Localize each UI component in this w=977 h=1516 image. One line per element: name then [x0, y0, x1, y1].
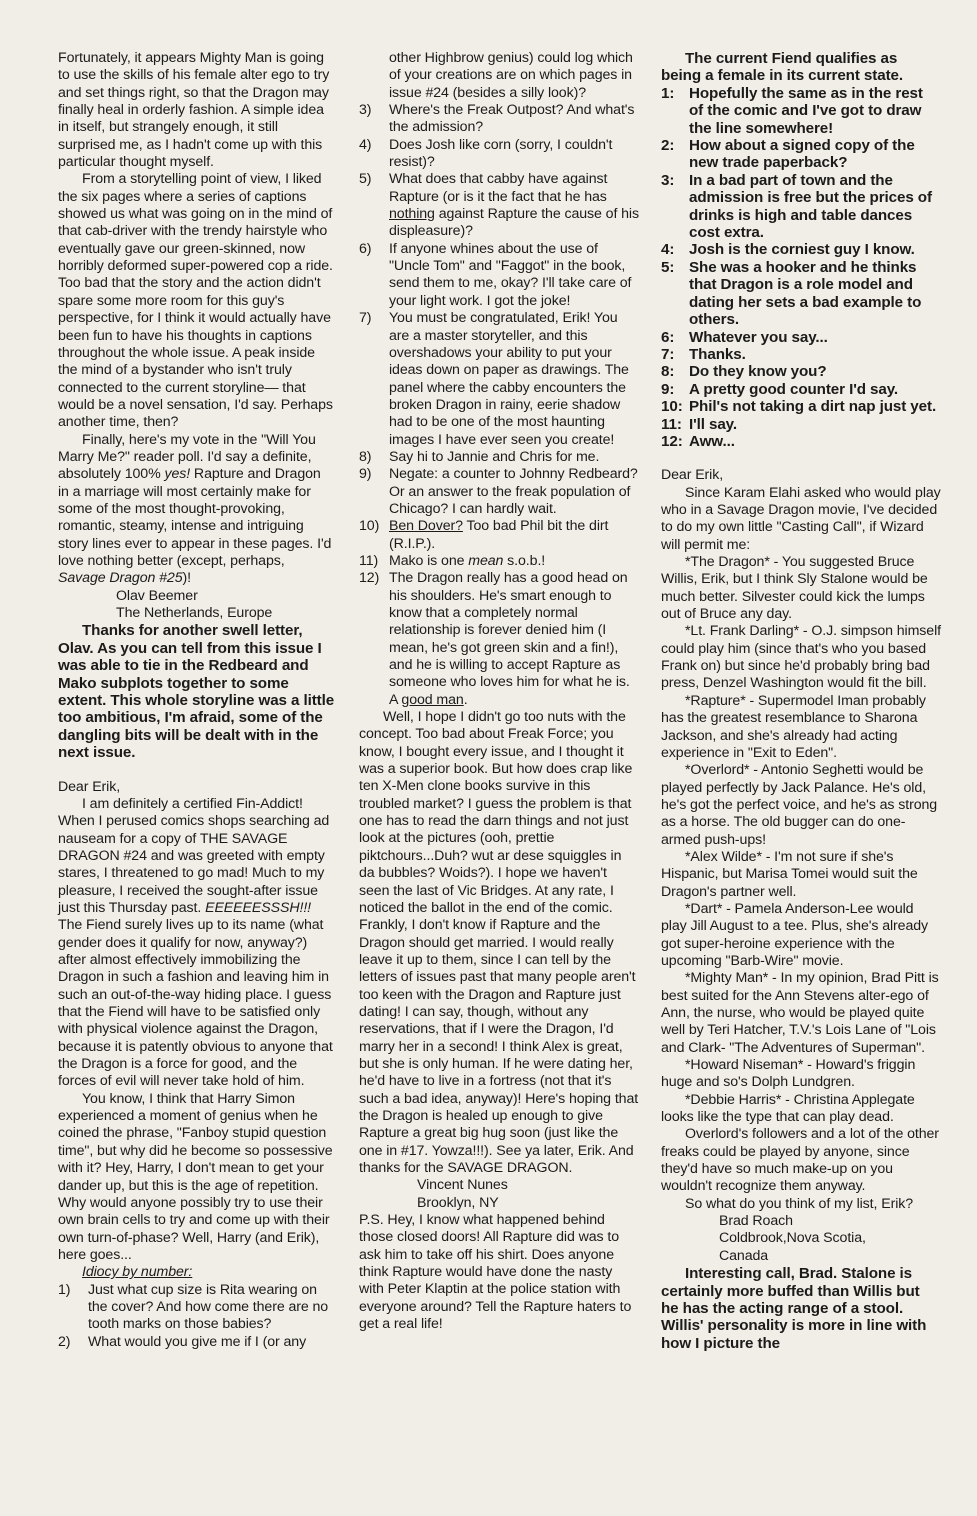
list-item — [359, 518, 639, 553]
answer-item — [661, 259, 941, 329]
answer-text: Whatever you say... — [689, 328, 828, 346]
list-item — [359, 449, 639, 466]
letter-paragraph: *Rapture* - Supermodel Iman probably has the greatest resemblance to Sharona Jackson, and she's already had acting experience in "Exit to Eden". — [661, 692, 926, 761]
text-run: Too bad Phil bit the dirt (R.I.P.). — [389, 518, 609, 552]
text-run: What does that cabby have against Rapture (or is it the fact that he has — [389, 171, 608, 205]
signature-place: Canada — [719, 1247, 769, 1264]
answer-text: How about a signed copy of the new trade paperback? — [689, 137, 915, 172]
letter-paragraph — [58, 796, 335, 1091]
text-run: yes! — [164, 466, 191, 483]
list-number: 4) — [359, 136, 372, 153]
letter-paragraph: So what do you think of my list, Erik? — [685, 1195, 914, 1212]
postscript: P.S. Hey, I know what happened behind those closed doors! All Rapture did was to ask him to take off his shirt. Does anyone think Rapture would have done the nasty with Peter Klaptin at the police station with everyone around? Tell the Rapture haters to get a real life! — [359, 1212, 632, 1333]
editor-reply: Thanks for another swell letter, Olav. As you can tell from this issue I was able to tie in the Redbeard and Mako subplots together to some extent. This whole storyline was a little too ambitious, I'm afraid, some of the dangling bits will be dealt with in the next issue. — [58, 622, 335, 762]
list-item — [359, 310, 639, 449]
answer-number: 6: — [661, 328, 675, 346]
answer-item — [661, 346, 941, 363]
list-text: Just what cup size is Rita wearing on the cover? And how come there are no tooth marks on those babies? — [88, 1281, 329, 1333]
letter-paragraph: Fortunately, it appears Mighty Man is going to use the skills of his female alter ego to try and set things right, so that the Dragon may finally heal in orderly fashion. A simple idea in itself, but strangely enough, it still surprised me, as I hadn't come up with this particular thought myself. — [58, 50, 330, 171]
list-item — [359, 102, 639, 137]
answer-text: I'll say. — [689, 415, 738, 433]
answer-item — [661, 363, 941, 380]
list-text — [389, 553, 639, 570]
answer-item — [661, 241, 941, 258]
text-run: good man — [401, 691, 464, 708]
answer-number: 7: — [661, 345, 675, 363]
answer-number: 11: — [661, 415, 682, 433]
list-number: 6) — [359, 240, 372, 257]
editor-reply: Interesting call, Brad. Stalone is certainly more buffed than Willis but he has the acting range of a stool. Willis' personality is more in line with how I picture the — [661, 1265, 927, 1352]
text-run: . — [463, 691, 468, 708]
text-run: Ben Dover? — [389, 518, 463, 535]
list-text: You must be congratulated, Erik! You are a master storyteller, and this overshadows your ability to put your ideas down on paper as drawings. The panel where the cabby encounters the broken Dragon in rainy, eerie shadow had to be one of the most haunting images I have ever seen you create! — [389, 310, 629, 448]
text-run: Mako is one — [389, 552, 469, 569]
answer-text: Aww... — [689, 432, 735, 450]
answer-item — [661, 416, 941, 433]
list-number: 5) — [359, 171, 372, 188]
answer-number: 5: — [661, 258, 675, 276]
column-2 — [359, 50, 639, 1333]
letter-paragraph: *Overlord* - Antonio Seghetti would be played perfectly by Jack Palance. He's old, he's got the perfect voice, and he's as strong as a horse. The old bugger can do one-armed push-ups! — [661, 762, 938, 848]
letter-paragraph: *Debbie Harris* - Christina Applegate looks like the type that can play dead. — [661, 1091, 915, 1126]
answer-text: Thanks. — [689, 345, 746, 363]
list-number: 10) — [359, 518, 380, 535]
text-run: Rapture and Dragon in a marriage will most certainly make for some of the most thought-provoking, romantic, steamy, intense and intriguing story lines ever to appear in these pages. I'd love nothing better (except, perhaps, — [58, 466, 332, 569]
editor-reply: The current Fiend qualifies as being a female in its current state. — [661, 50, 904, 85]
list-text — [389, 171, 639, 240]
answer-text: Josh is the corniest guy I know. — [689, 241, 915, 259]
text-run: s.o.b.! — [503, 552, 546, 569]
signature-name: Olav Beemer — [116, 587, 198, 604]
answer-number: 4: — [661, 241, 675, 259]
letter-paragraph: *The Dragon* - You suggested Bruce Willis, Erik, but I think Sly Stalone would be much better. Silvester could kick the lumps out of Bruce any day. — [661, 554, 928, 623]
answer-number: 1: — [661, 84, 675, 102]
list-item — [359, 553, 639, 570]
list-text: other Highbrow genius) could log which of your creations are on which pages in issue #24 (besides a silly look)? — [389, 50, 633, 101]
answer-text: A pretty good counter I'd say. — [689, 380, 899, 398]
answer-item — [661, 85, 941, 137]
list-text: Where's the Freak Outpost? And what's the admission? — [389, 102, 635, 136]
answer-text: Phil's not taking a dirt nap just yet. — [689, 398, 937, 416]
text-run: against Rapture the cause of his displeasure)? — [389, 206, 639, 240]
answer-number: 2: — [661, 137, 675, 155]
answer-number: 10: — [661, 398, 683, 416]
list-item — [359, 241, 639, 310]
column-3 — [661, 50, 941, 1352]
answer-item — [661, 433, 941, 450]
list-heading: Idiocy by number: — [82, 1264, 193, 1281]
list-item — [359, 171, 639, 240]
list-number: 2) — [58, 1333, 71, 1350]
answer-number: 8: — [661, 363, 675, 381]
list-text: What would you give me if I (or any — [88, 1333, 307, 1350]
list-number: 9) — [359, 466, 372, 483]
list-text: Say hi to Jannie and Chris for me. — [389, 448, 600, 465]
letter-paragraph: You know, I think that Harry Simon experienced a moment of genius when he coined the phrase, "Fanboy stupid question time", but why did he become so possessive with it? Hey, Harry, I don't mean to get your dander up, but this is the age of repetition. Why would anyone possibly try to use their own brain cells to try and come up with their own turn-of-phase? Well, Harry (and Erik), here goes... — [58, 1090, 333, 1263]
text-run: Savage Dragon #25 — [58, 570, 183, 587]
answer-item — [661, 398, 941, 415]
list-text — [389, 570, 639, 709]
letter-paragraph: Overlord's followers and a lot of the other freaks could be played by anyone, since they'd have so much make-up on you wouldn't recognize them anyway. — [661, 1126, 939, 1195]
salutation: Dear Erik, — [661, 467, 724, 484]
answer-text: In a bad part of town and the admission is free but the prices of drinks is high and table dances cost extra. — [689, 171, 932, 242]
letter-paragraph: *Mighty Man* - In my opinion, Brad Pitt is best suited for the Ann Stevens alter-ego of Ann, the nurse, who would be played quite well by Teri Hatcher, T.V.'s Lois Lane of "Lois and Clark- "The Adventures of Superman". — [661, 970, 939, 1056]
text-run: The Fiend surely lives up to its name (what gender does it qualify for now, anyway?) after almost effectively immobilizing the Dragon in such a fashion and leaving him in such an out-of-the-way hiding place. I guess that the Fiend will have to be satisfied only with physical violence against the Dragon, because it is patently obvious to anyone that the Dragon is a force for good, and the forces of evil will never take hold of him. — [58, 917, 333, 1090]
list-number: 1) — [58, 1281, 71, 1298]
signature-place: Brooklyn, NY — [417, 1194, 499, 1211]
list-text: Does Josh like corn (sorry, I couldn't resist)? — [389, 136, 613, 171]
signature-place: Coldbrook,Nova Scotia, — [719, 1230, 866, 1247]
answer-text: Hopefully the same as in the rest of the comic and I've got to draw the line somewhere! — [689, 84, 923, 137]
letter-paragraph: Well, I hope I didn't go too nuts with the concept. Too bad about Freak Force; you know, I bought every issue, and I thought it was a superior book. But how does crap like ten X-Men clone books survive in this troubled market? I guess the problem is that one has to read the darn things and not just look at the pictures (ooh, prettie piktchours...Duh? wut ar dese squiggles in da bubbles? Woids?). I hope we haven't seen the last of Vic Bridges. At any rate, I noticed the ballot in the end of the comic. Frankly, I don't know if Rapture and the Dragon should get married. I would really leave it up to them, since I can tell by the letters of issues past that many people aren't too keen with the Dragon and Rapture just dating! I can say, though, without any reservations, that if I were the Dragon, I'd marry her in a second! I think Alex is great, but she is only human. If he were dating her, he'd have to live in a fortress (not that it's such a bad idea, anyway)! Here's hoping that the Dragon is healed up enough to give Rapture a great big hug soon (just like the one in #17. Yowza!!!). See ya later, Erik. And thanks for the SAVAGE DRAGON. — [359, 709, 639, 1176]
letter-paragraph: *Alex Wilde* - I'm not sure if she's Hispanic, but Marisa Tomei would suit the Dragon's partner well. — [661, 848, 918, 900]
list-item — [359, 137, 639, 172]
signature-name: Vincent Nunes — [417, 1177, 508, 1194]
signature-place: The Netherlands, Europe — [116, 605, 273, 621]
text-run: I am definitely a certified Fin-Addict! When I perused comics shops searching ad nauseam for a copy of THE SAVAGE DRAGON #24 and was greeted with empty stares, I threatened to go mad! Much to my pleasure, I received the sought-after issue just this Thursday past. — [58, 795, 330, 916]
answer-text: She was a hooker and he thinks that Dragon is a role model and dating her sets a bad example to others. — [689, 258, 922, 329]
answer-item — [661, 329, 941, 346]
list-number: 11) — [359, 552, 379, 569]
text-run: mean — [468, 552, 504, 569]
list-text: Negate: a counter to Johnny Redbeard? Or an answer to the freak population of Chicago? I can hardly wait. — [389, 466, 638, 517]
list-item — [359, 466, 639, 518]
salutation: Dear Erik, — [58, 778, 121, 795]
list-number: 3) — [359, 102, 372, 119]
letter-paragraph: From a storytelling point of view, I liked the six pages where a series of captions showed us what was going on in the mind of that cab-driver with the trendy hairstyle who eventually gave our green-skinned, now horribly deformed super-powered cop a ride. Too bad that the story and the action didn't spare some more room for this guy's perspective, for I think it would actually have been fun to have his thoughts in captions throughout the whole issue. A peak inside the mind of a bystander who isn't truly connected to the current storyline— that would be a novel sensation, I'd say. Perhaps another time, then? — [58, 171, 333, 431]
answer-item — [661, 137, 941, 172]
signature-name: Brad Roach — [719, 1213, 793, 1230]
list-item — [58, 1334, 335, 1351]
list-number: 12) — [359, 570, 380, 587]
column-1 — [58, 50, 335, 1351]
letter-paragraph: Since Karam Elahi asked who would play who in a Savage Dragon movie, I've decided to do my own little "Casting Call", if Wizard will permit me: — [661, 484, 941, 553]
answer-number: 3: — [661, 171, 675, 189]
letter-paragraph: *Howard Niseman* - Howard's friggin huge and so's Dolph Lundgren. — [661, 1057, 916, 1091]
text-run: EEEEEESSSH!!! — [205, 900, 312, 916]
list-item — [58, 1282, 335, 1334]
list-text: If anyone whines about the use of "Uncle Tom" and "Faggot" in the book, send them to me, okay? I'll take care of your light work. I got the joke! — [389, 240, 632, 309]
answer-text: Do they know you? — [689, 363, 827, 381]
letter-paragraph: *Dart* - Pamela Anderson-Lee would play Jill August to a tee. Plus, she's already got super-heroine experience with the upcoming "Barb-Wire" movie. — [661, 900, 929, 969]
letter-paragraph: *Lt. Frank Darling* - O.J. simpson himself could play him (since that's who you based Frank on) but since he'd probably bring bad press, Denzel Washington would fit the bill. — [661, 623, 941, 692]
list-number: 8) — [359, 448, 372, 465]
text-run: The Dragon really has a good head on his shoulders. He's smart enough to know that a completely normal relationship is forever denied him (I mean, he's got green skin and a fin!), and he is willing to accept Rapture as someone who loves him for what he is. A — [389, 570, 630, 708]
list-item — [359, 50, 639, 102]
answer-number: 9: — [661, 380, 675, 398]
text-run: )! — [182, 570, 191, 587]
answer-number: 12: — [661, 432, 683, 450]
answer-item — [661, 381, 941, 398]
text-run: Finally, here's my vote in the "Will You Marry Me?" reader poll. I'd say a definite, absolutely 100% — [58, 431, 316, 483]
letter-paragraph — [58, 432, 335, 588]
list-number: 7) — [359, 310, 372, 327]
list-text — [389, 518, 639, 553]
answer-item — [661, 172, 941, 242]
text-run: nothing — [389, 206, 435, 223]
list-item — [359, 570, 639, 709]
